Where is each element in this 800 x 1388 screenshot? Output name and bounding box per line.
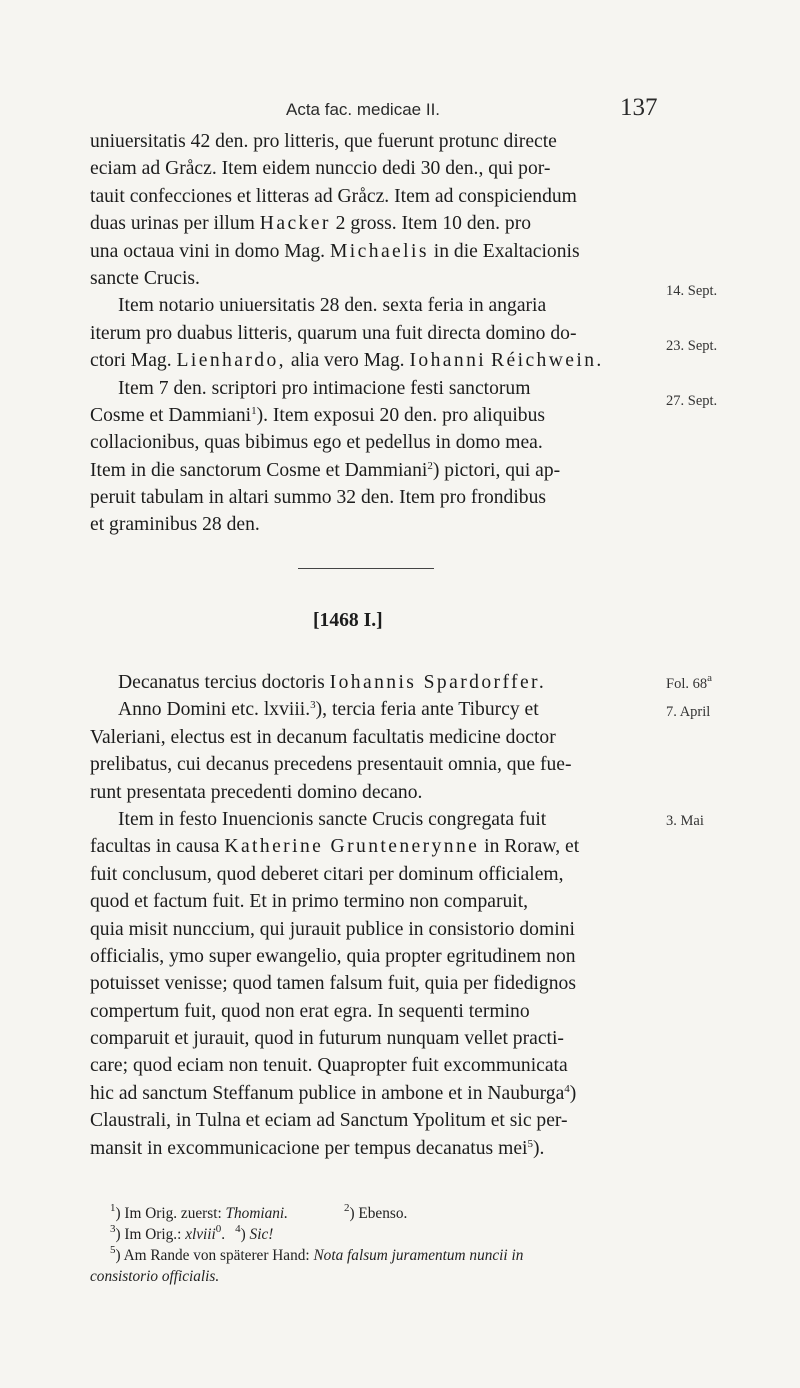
margin-note-folio: Fol. 68$^a$ [666, 672, 712, 692]
text-line: iterum pro duabus litteris, quarum una fuit directa domino do- [90, 322, 577, 344]
text-line: officialis, ymo super ewangelio, quia propter egritudinem non [90, 945, 576, 967]
text-line: quia misit nunccium, qui jurauit publice in consistorio domini [90, 918, 575, 940]
text-line: una octaua vini in domo Mag. Michaelis in die Exaltacionis [90, 240, 580, 262]
text-line: collacionibus, quas bibimus ego et pedellus in domo mea. [90, 432, 543, 454]
footnote: $^5$) Am Rande von späterer Hand: Nota falsum juramentum nuncii in [110, 1244, 524, 1264]
footnote-ref: 4 [564, 1082, 570, 1095]
footnote-ref: 3 [310, 699, 316, 712]
margin-note-date: 27. Sept. [666, 393, 718, 409]
text-line: Item 7 den. scriptori pro intimacione festi sanctorum [118, 377, 531, 399]
text-line: Valeriani, electus est in decanum facultatis medicine doctor [90, 726, 556, 748]
text-line: Decanatus tercius doctoris Iohannis Spardorffer. [118, 672, 547, 693]
text-line: compertum fuit, quod non erat egra. In sequenti termino [90, 1000, 530, 1022]
text-line: care; quod eciam non tenuit. Quapropter fuit excommunicata [90, 1055, 568, 1077]
text-line: duas urinas per illum Hacker 2 gross. Item 10 den. pro [90, 213, 532, 235]
text-line: comparuit et jurauit, quod in futurum nunquam vellet practi- [90, 1028, 564, 1050]
footnote-ref: 2 [427, 459, 433, 472]
spaced-name: Iohanni [409, 350, 487, 372]
text-line: quod et factum fuit. Et in primo termino non comparuit, [90, 891, 529, 913]
footnote-ref: 5 [527, 1137, 533, 1150]
spaced-name: Katherine Gruntenerynne [224, 836, 480, 858]
margin-note-date: 23. Sept. [666, 338, 718, 354]
text-line: ctori Mag. Lienhardo, alia vero Mag. Iohanni Réichwein. [90, 350, 604, 372]
margin-note-date: 14. Sept. [666, 283, 718, 299]
text-line: eciam ad Gråcz. Item eidem nunccio dedi 30 den., qui por- [90, 158, 551, 180]
footnote-continuation: consistorio officialis. [90, 1268, 220, 1285]
text-line: sancte Crucis. [90, 267, 200, 289]
text-line: Cosme et Dammiani$^1$). Item exposui 20 den. pro aliquibus [90, 404, 545, 426]
spaced-name: Hacker [259, 213, 331, 235]
text-line: fuit conclusum, quod deberet citari per dominum officialem, [90, 863, 564, 885]
text-line: prelibatus, cui decanus precedens presentauit omnia, que fue- [90, 754, 572, 776]
footnote-ref: 1 [251, 404, 257, 417]
body-text-block-2 [90, 669, 650, 1162]
text-line: runt presentata precedenti domino decano. [90, 781, 423, 803]
spaced-name: Iohannis Spardorffer. [329, 672, 547, 693]
text-line: tauit confecciones et litteras ad Gråcz. Item ad conspiciendum [90, 185, 577, 207]
body-text-block-1 [90, 128, 650, 539]
margin-note-date: 7. April [666, 704, 711, 720]
spaced-name: Réichwein. [491, 350, 604, 372]
footnote: $^1$) Im Orig. zuerst: Thomiani. $^2$) Ebenso. [110, 1202, 408, 1222]
spaced-name: Michaelis [329, 240, 429, 262]
text-line: potuisset venisse; quod tamen falsum fuit, quia per fidedignos [90, 973, 576, 995]
text-line: uniuersitatis 42 den. pro litteris, que fuerunt protunc directe [90, 131, 557, 152]
text-line: et graminibus 28 den. [90, 514, 260, 536]
margin-note-date: 3. Mai [666, 813, 704, 829]
spaced-name: Lienhardo, [176, 350, 286, 372]
text-line: Claustrali, in Tulna et eciam ad Sanctum Ypolitum et sic per- [90, 1110, 568, 1132]
text-line: Item in die sanctorum Cosme et Dammiani$^2$) pictori, qui ap- [90, 459, 561, 481]
text-line: Item in festo Inuencionis sancte Crucis congregata fuit [118, 808, 547, 830]
footnotes [90, 1203, 690, 1287]
text-line: Item notario uniuersitatis 28 den. sexta feria in angaria [118, 295, 547, 317]
text-line: Anno Domini etc. lxviii.$^3$), tercia feria ante Tiburcy et [118, 699, 539, 721]
page-number: 137 [620, 94, 658, 121]
footnote: $^3$) Im Orig.: xlviii$^0$. $^4$) Sic! [110, 1223, 274, 1243]
text-line: peruit tabulam in altari summo 32 den. Item pro frondibus [90, 487, 547, 509]
text-line: facultas in causa Katherine Gruntenerynne in Roraw, et [90, 836, 580, 858]
text-line: hic ad sanctum Steffanum publice in ambone et in Nauburga$^4$) [90, 1082, 577, 1104]
running-title: Acta fac. medicae II. [286, 100, 441, 119]
section-divider [298, 568, 434, 569]
section-heading: [1468 I.] [313, 610, 383, 631]
text-line: mansit in excommunicacione per tempus decanatus mei$^5$). [90, 1137, 545, 1159]
